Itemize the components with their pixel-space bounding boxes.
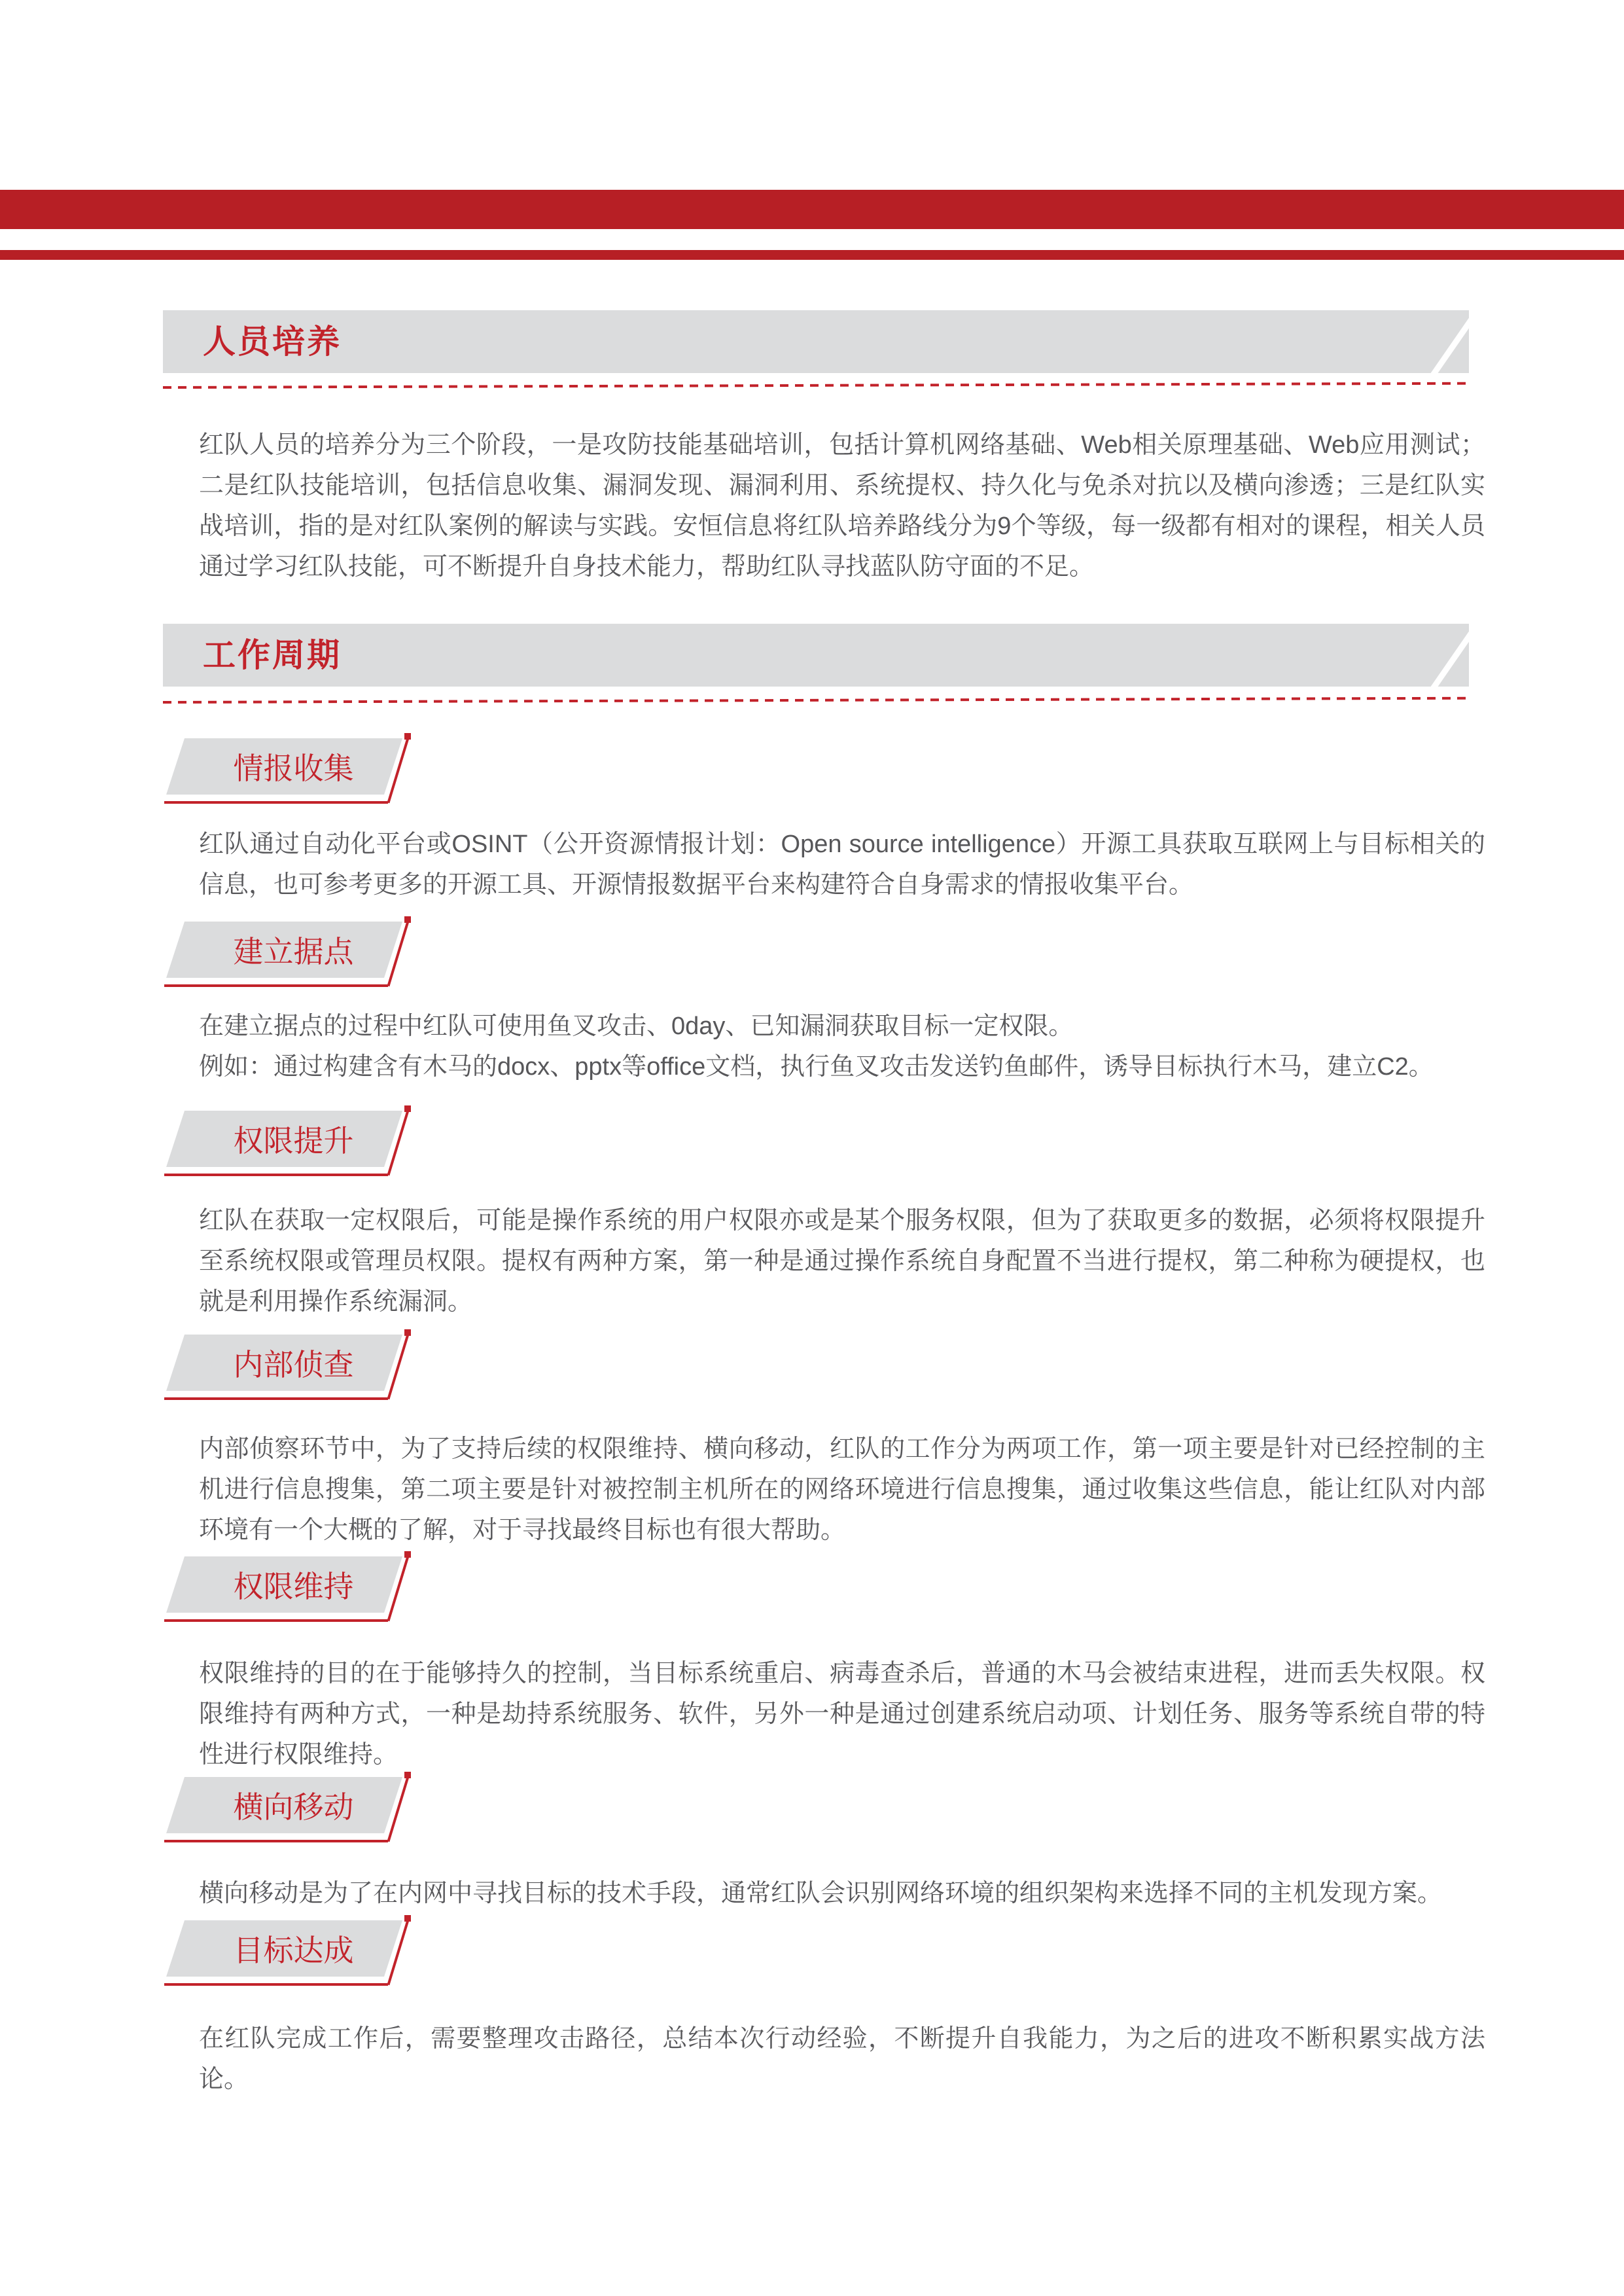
header-diagonal-slash xyxy=(1426,310,1469,373)
badge-label: 横向移动 xyxy=(233,1790,354,1824)
badge-square-dot xyxy=(404,733,411,740)
badge-label: 情报收集 xyxy=(233,751,354,785)
phase-paragraph: 横向移动是为了在内网中寻找目标的技术手段，通常红队会识别网络环境的组织架构来选择不同的主机发现方案。 xyxy=(199,1880,1443,1907)
badge-square-dot xyxy=(404,916,411,923)
phase-badge-internal-recon xyxy=(163,1335,425,1414)
badge-label: 权限维持 xyxy=(233,1570,354,1604)
badge-square-dot xyxy=(404,1915,411,1922)
section-title: 人员培养 xyxy=(203,323,342,360)
badge-label: 建立据点 xyxy=(233,935,354,969)
phase-badge-lateral-movement xyxy=(163,1777,425,1857)
phase-badge-establish-foothold xyxy=(163,922,425,1001)
phase-badge-privilege-escalation xyxy=(163,1111,425,1191)
badge-label: 权限提升 xyxy=(233,1124,354,1158)
section-title: 工作周期 xyxy=(203,637,342,673)
badge-underline xyxy=(164,984,388,987)
phase-badge-goal-achieved xyxy=(163,1920,425,2000)
badge-underline xyxy=(164,1619,388,1622)
dashed-divider xyxy=(163,697,1472,704)
phase-badge-intelligence-collection xyxy=(163,738,425,818)
phase-paragraph: 权限维持的目的在于能够持久的控制，当目标系统重启、病毒查杀后，普通的木马会被结束进程，进而丢失权限。权限维持有两种方式，一种是劫持系统服务、软件，另外一种是通过创建系统启动项、计划任务、服务等系统自带的特性进行权限维持。 xyxy=(199,1660,1485,1768)
badge-underline xyxy=(164,1983,388,1986)
section-header-work-cycle xyxy=(163,624,1469,687)
phase-paragraph: 红队在获取一定权限后，可能是操作系统的用户权限亦或是某个服务权限，但为了获取更多的数据，必须将权限提升至系统权限或管理员权限。提权有两种方案，第一种是通过操作系统自身配置不当进行提权，第二种称为硬提权，也就是利用操作系统漏洞。 xyxy=(199,1207,1485,1316)
badge-square-dot xyxy=(404,1551,411,1558)
phase-paragraph: 内部侦察环节中，为了支持后续的权限维持、横向移动，红队的工作分为两项工作，第一项主要是针对已经控制的主机进行信息搜集，第二项主要是针对被控制主机所在的网络环境进行信息搜集，通过收集这些信息，能让红队对内部环境有一个大概的了解，对于寻找最终目标也有很大帮助。 xyxy=(199,1435,1485,1544)
phase-paragraph: 红队通过自动化平台或OSINT（公开资源情报计划：Open source intelligence）开源工具获取互联网上与目标相关的信息，也可参考更多的开源工具、开源情报数据平台来构建符合自身需求的情报收集平台。 xyxy=(199,831,1485,899)
dashed-divider xyxy=(163,382,1472,389)
top-red-stripe xyxy=(0,250,1624,260)
badge-underline xyxy=(164,801,388,804)
badge-underline xyxy=(164,1397,388,1400)
badge-square-dot xyxy=(404,1329,411,1336)
section-header-personnel xyxy=(163,310,1469,373)
top-red-band xyxy=(0,190,1624,229)
phase-paragraph xyxy=(199,1006,1485,1087)
badge-square-dot xyxy=(404,1105,411,1112)
phase-badge-persistence xyxy=(163,1556,425,1636)
personnel-paragraph: 红队人员的培养分为三个阶段，一是攻防技能基础培训，包括计算机网络基础、Web相关原理基础、Web应用测试；二是红队技能培训，包括信息收集、漏洞发现、漏洞利用、系统提权、持久化与免杀对抗以及横向渗透；三是红队实战培训，指的是对红队案例的解读与实践。安恒信息将红队培养路线分为9个等级，每一级都有相对的课程，相关人员通过学习红队技能，可不断提升自身技术能力，帮助红队寻找蓝队防守面的不足。 xyxy=(199,431,1485,581)
badge-square-dot xyxy=(404,1772,411,1778)
badge-underline xyxy=(164,1174,388,1176)
header-diagonal-slash xyxy=(1426,624,1469,687)
phase-paragraph-line: 在建立据点的过程中红队可使用鱼叉攻击、0day、已知漏洞获取目标一定权限。 xyxy=(199,1013,1074,1040)
phase-paragraph: 在红队完成工作后，需要整理攻击路径，总结本次行动经验，不断提升自我能力，为之后的进攻不断积累实战方法论。 xyxy=(199,2025,1485,2093)
badge-label: 目标达成 xyxy=(233,1933,354,1967)
phase-paragraph-line: 例如：通过构建含有木马的docx、pptx等office文档，执行鱼叉攻击发送钓鱼邮件，诱导目标执行木马，建立C2。 xyxy=(199,1053,1434,1081)
badge-label: 内部侦查 xyxy=(233,1348,354,1382)
badge-underline xyxy=(164,1840,388,1842)
